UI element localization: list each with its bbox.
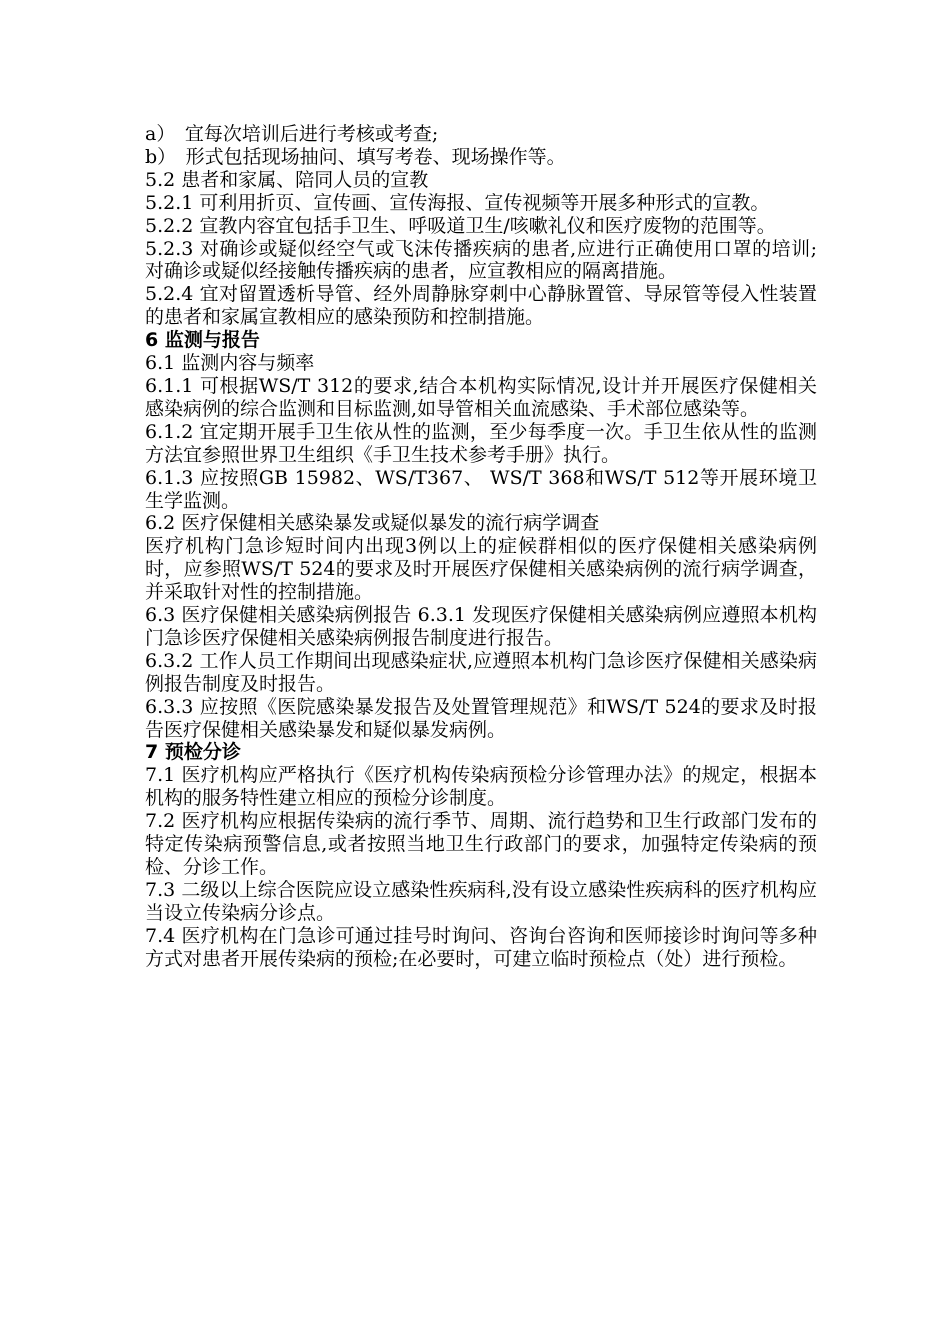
document-page	[145, 123, 817, 971]
section-6-1-title: 6.1 监测内容与频率	[145, 352, 315, 375]
clause-6-1-3: 6.1.3 应按照GB 15982、WS/T367、 WS/T 368和WS/T 512等开展环境卫生学监测。	[145, 466, 817, 512]
clause-6-1-1: 6.1.1 可根据WS/T 312的要求,结合本机构实际情况,设计并开展医疗保健相关感染病例的综合监测和目标监测,如导管相关血流感染、手术部位感染等。	[145, 374, 817, 420]
section-6-2-body: 医疗机构门急诊短时间内出现3例以上的症候群相似的医疗保健相关感染病例时，应参照WS/T 524的要求及时开展医疗保健相关感染病例的流行病学调查，并采取针对性的控制措施。	[145, 535, 817, 604]
clause-6-3-2: 6.3.2 工作人员工作期间出现感染症状,应遵照本机构门急诊医疗保健相关感染病例报告制度及时报告。	[145, 649, 817, 695]
clause-6-3-1: 6.3 医疗保健相关感染病例报告 6.3.1 发现医疗保健相关感染病例应遵照本机构门急诊医疗保健相关感染病例报告制度进行报告。	[145, 604, 817, 649]
section-6-2-title: 6.2 医疗保健相关感染暴发或疑似暴发的流行病学调查	[145, 512, 600, 535]
chapter-7-heading: 7 预检分诊	[145, 741, 241, 764]
clause-7-1: 7.1 医疗机构应严格执行《医疗机构传染病预检分诊管理办法》的规定，根据本机构的服务特性建立相应的预检分诊制度。	[145, 764, 817, 810]
list-item-b: b） 形式包括现场抽问、填写考卷、现场操作等。	[145, 145, 566, 168]
clause-5-2-1: 5.2.1 可利用折页、宣传画、宣传海报、宣传视频等开展多种形式的宣教。	[145, 191, 770, 214]
clause-5-2-3: 5.2.3 对确诊或疑似经空气或飞沫传播疾病的患者,应进行正确使用口罩的培训;对确诊或疑似经接触传播疾病的患者，应宣教相应的隔离措施。	[145, 237, 817, 283]
list-item-a: a） 宜每次培训后进行考核或考查;	[145, 123, 439, 145]
clause-7-4: 7.4 医疗机构在门急诊可通过挂号时询问、咨询台咨询和医师接诊时询问等多种方式对患者开展传染病的预检;在必要时，可建立临时预检点（处）进行预检。	[145, 924, 817, 970]
clause-6-1-2: 6.1.2 宜定期开展手卫生依从性的监测，至少每季度一次。手卫生依从性的监测方法宜参照世界卫生组织《手卫生技术参考手册》执行。	[145, 420, 817, 466]
clause-7-2: 7.2 医疗机构应根据传染病的流行季节、周期、流行趋势和卫生行政部门发布的特定传染病预警信息,或者按照当地卫生行政部门的要求，加强特定传染病的预检、分诊工作。	[145, 810, 817, 878]
clause-5-2-2: 5.2.2 宣教内容宜包括手卫生、呼吸道卫生/咳嗽礼仪和医疗废物的范围等。	[145, 214, 776, 237]
clause-6-3-3: 6.3.3 应按照《医院感染暴发报告及处置管理规范》和WS/T 524的要求及时报告医疗保健相关感染暴发和疑似暴发病例。	[145, 695, 817, 741]
clause-5-2-4: 5.2.4 宜对留置透析导管、经外周静脉穿刺中心静脉置管、导尿管等侵入性装置的患者和家属宣教相应的感染预防和控制措施。	[145, 283, 817, 329]
chapter-6-heading: 6 监测与报告	[145, 329, 260, 352]
clause-7-3: 7.3 二级以上综合医院应设立感染性疾病科,没有设立感染性疾病科的医疗机构应当设立传染病分诊点。	[145, 878, 817, 924]
section-5-2-title: 5.2 患者和家属、陪同人员的宣教	[145, 168, 429, 191]
